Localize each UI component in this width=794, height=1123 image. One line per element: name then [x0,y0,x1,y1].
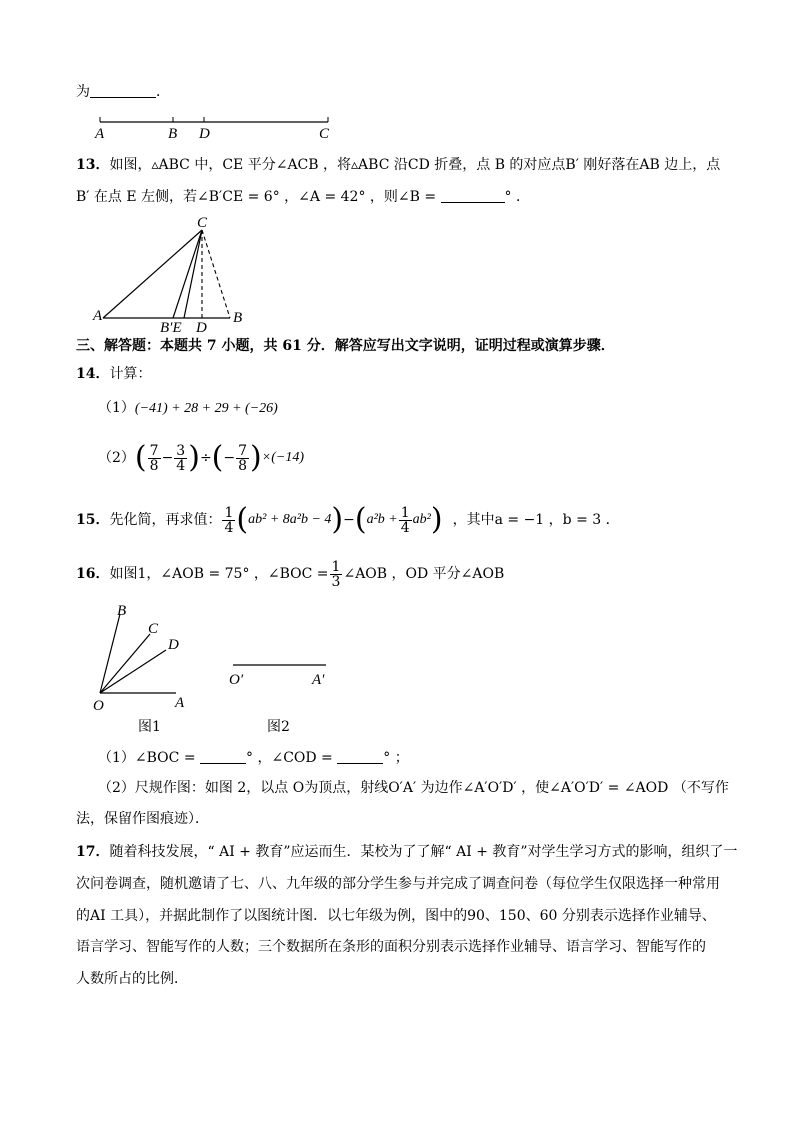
q14-tail: ×(−14) [261,450,304,465]
label-a: A [95,126,105,142]
q17-text: 次问卷调查，随机邀请了七、八、九年级的部分学生参与并完成了调查问卷（每位学生仅限选择一种常用 [76,876,720,892]
q14-number: 14． [76,366,110,382]
fraction [330,560,343,589]
numerator: 1 [400,504,410,521]
q13-text-2b: ° ． [504,189,530,205]
numerator: 3 [176,442,186,459]
q16-number: 16． [76,566,110,582]
q15-inner2b: ab² [412,512,431,527]
paren-close: ) [430,502,443,537]
q14-expr1: (−41) + 28 + 29 + (−26) [134,401,278,416]
q16-p1-a: （1）∠BOC = [98,750,196,766]
paren-open: ( [354,502,367,537]
q15-lead: 先化简，再求值： [109,512,222,528]
angle-figure-2 [225,655,335,690]
operator: − [223,450,236,466]
label-d: D [199,126,210,142]
label-a1: A′ [312,672,325,688]
label-b: B [168,126,178,142]
q15-inner1: ab² + 8a²b − 4 [248,512,332,527]
operator: − [343,512,355,528]
q13-text-2a: B′ 在点 E 左侧，若∠B′CE = 6° ，∠A = 42° ，则∠B = [76,189,437,205]
q17-text: 的AI 工具），并据此制作了以图统计图．以七年级为例，图中的90、150、60 分别表示选择作业辅导、 [76,908,716,924]
numerator: 7 [149,442,159,459]
q17-text: 语言学习、智能写作的人数；三个数据所在条形的面积分别表示选择作业辅导、语言学习、智能写作的 [76,939,706,955]
label-d: D [168,637,179,653]
q12-suffix: ． [156,84,170,100]
figure-1-caption: 图1 [138,719,161,735]
q14-title [76,364,151,384]
paren-open: ( [236,502,249,537]
fraction [222,506,235,535]
fraction [399,506,412,535]
q13-line1 [76,155,720,175]
answer-blank [337,763,383,764]
denominator: 4 [224,519,234,536]
q15 [76,500,620,540]
denominator: 4 [176,457,186,474]
figure-2-caption: 图2 [267,719,290,735]
ray-od [100,650,166,693]
q12-prefix: 为 [76,84,90,100]
q15-tail: ，其中a = −1 ，b = 3 ． [452,512,620,528]
triangle-figure [88,210,258,335]
operator: − [161,450,174,466]
q17-line1 [76,842,738,862]
numerator: 1 [224,504,234,521]
q16-part2-line2: 法，保留作图痕迹）． [76,811,209,827]
q16-p1-b: ° ，∠COD = [246,750,333,766]
q15-inner2a: a²b + [366,512,398,527]
label-o: O [93,698,104,714]
label-c: C [319,126,330,142]
q17-number: 17． [76,844,110,860]
q14-title-text: 计算： [109,366,152,382]
label-c: C [197,215,208,231]
q16-stem [76,556,504,592]
q16-part2-line1: （2）尺规作图：如图 2，以点 O为顶点，射线O′A′ 为边作∠A′O′D′ ，使∠A′O′D′ = ∠AOD （不写作 [98,780,729,796]
label-a: A [93,308,103,324]
segment-figure [90,112,340,142]
label-b: B [117,603,127,619]
q17-text: 随着科技发展，“ AI + 教育”应运而生．某校为了了解“ AI + 教育”对学生学习方式的影响，组织了一 [109,844,738,860]
fraction [148,444,161,473]
label-d: D [196,320,207,335]
fraction [236,444,249,473]
q17-text: 人数所占的比例． [76,971,188,987]
denominator: 3 [331,573,341,590]
label-c: C [148,621,159,637]
answer-blank [90,97,156,98]
q13-line2 [76,187,530,207]
paren-close: ) [188,440,200,475]
label-o1: O′ [229,672,244,688]
numerator: 1 [331,558,341,575]
paren-open: ( [211,440,224,475]
q14-part2 [98,438,304,478]
section-heading: 三、解答题：本题共 7 小题，共 61 分．解答应写出文字说明，证明过程或演算步骤． [76,338,615,354]
label-b1e: B′E [160,320,182,335]
q13-number: 13． [76,157,110,173]
part-label: （1） [98,400,135,416]
fraction [174,444,187,473]
numerator: 7 [238,442,248,459]
label-a: A [175,695,185,711]
denominator: 8 [149,457,159,474]
q12-answer-line [76,82,170,102]
q16-p1-c: ° ； [383,750,409,766]
part-label: （2） [98,450,135,466]
paren-open: ( [134,440,147,475]
answer-blank [200,763,246,764]
answer-blank [441,202,505,203]
label-b: B [233,310,243,326]
operator: ÷ [199,450,212,466]
q13-text-1: 如图，▵ABC 中，CE 平分∠ACB ，将▵ABC 沿CD 折叠，点 B 的对应点B′ 刚好落在AB 边上，点 [109,157,721,173]
denominator: 8 [238,457,248,474]
q16-text-b: ∠AOB ，OD 平分∠AOB [343,566,505,582]
q15-number: 15． [76,512,110,528]
paren-close: ) [331,502,344,537]
side-cb [202,230,230,318]
q16-text-a: 如图1，∠AOB = 75° ，∠BOC = [109,566,329,582]
angle-figure-1 [88,600,198,715]
paren-close: ) [250,440,262,475]
denominator: 4 [400,519,410,536]
q16-part1 [98,748,409,768]
q14-part1 [98,398,278,419]
